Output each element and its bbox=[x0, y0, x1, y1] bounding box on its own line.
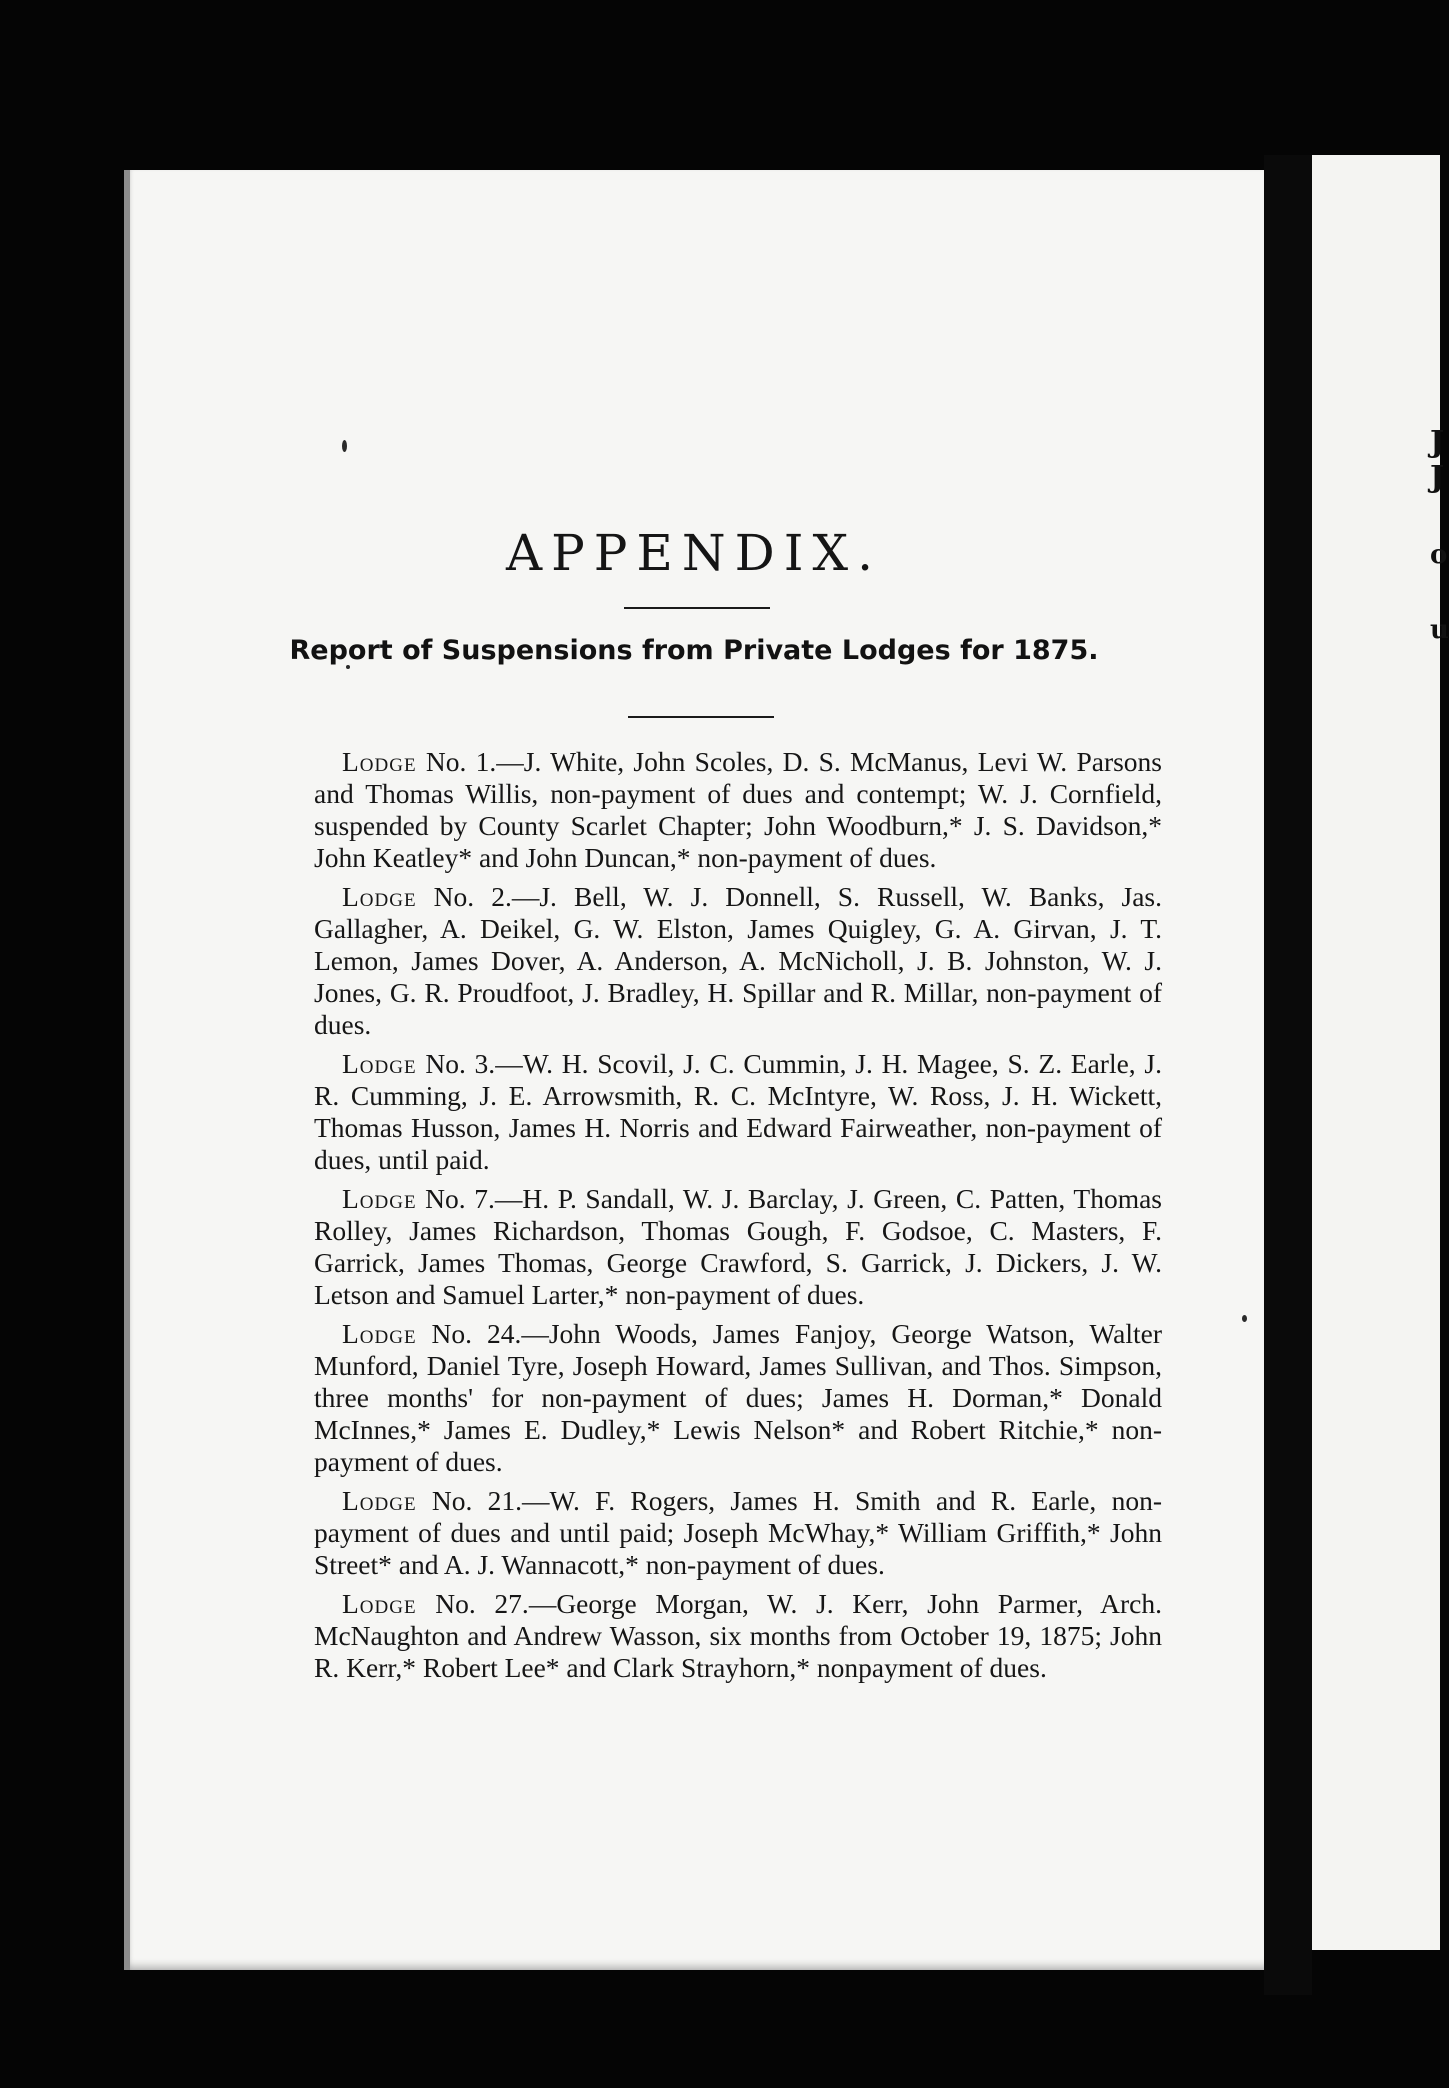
lodge-number: No. 3. bbox=[425, 1048, 496, 1079]
lodge-number: No. 1. bbox=[425, 746, 497, 777]
lodge-entry bbox=[314, 1485, 1162, 1581]
lodge-label: Lodge bbox=[342, 881, 417, 912]
facing-page-fragment: o bbox=[1430, 540, 1448, 570]
ink-speck bbox=[342, 440, 347, 452]
suspension-list: —J. Bell, W. J. Donnell, S. Russell, W. Banks, Jas. Gallagher, A. Deikel, G. W. Elston, James Quigley, G. A. Girvan, J. T. Lemon, James Dover, A. Anderson, A. McNicholl, J. B. Johnston, W. J. Jones, G. R. Proudfoot, J. Bradley, H. Spillar and R. Millar, non-payment of dues. bbox=[314, 881, 1163, 1040]
lodge-number: No. 7. bbox=[425, 1183, 495, 1214]
lodge-label: Lodge bbox=[342, 1048, 417, 1079]
lodge-number: No. 27. bbox=[435, 1588, 529, 1619]
subtitle-rule bbox=[628, 716, 774, 718]
report-subtitle: Report of Suspensions from Private Lodges for 1875. bbox=[289, 635, 1099, 666]
suspension-list: —John Woods, James Fanjoy, George Watson, Walter Munford, Daniel Tyre, Joseph Howard, James Sullivan, and Thos. Simpson, three months' for non-payment of dues; James H. Dorman,* Donald McInnes,* James E. Dudley,* Lewis Nelson* and Robert Ritchie,* non-payment of dues. bbox=[314, 1318, 1162, 1477]
facing-page bbox=[1312, 155, 1449, 1950]
facing-page-fragment: J bbox=[1430, 460, 1445, 495]
lodge-entry bbox=[314, 1183, 1162, 1311]
facing-page-fragment: J bbox=[1430, 425, 1445, 460]
ink-speck bbox=[1242, 1315, 1247, 1322]
facing-page-fragment: u bbox=[1430, 615, 1449, 645]
document-page bbox=[124, 170, 1264, 1970]
suspension-list: —George Morgan, W. J. Kerr, John Parmer, Arch. McNaughton and Andrew Wasson, six months from October 19, 1875; John R. Kerr,* Robert Lee* and Clark Strayhorn,* nonpayment of dues. bbox=[314, 1588, 1162, 1683]
suspension-list: —W. H. Scovil, J. C. Cummin, J. H. Magee, S. Z. Earle, J. R. Cumming, J. E. Arrowsmith, R. C. McIntyre, W. Ross, J. H. Wickett, Thomas Husson, James H. Norris and Edward Fairweather, non-payment of dues, until paid. bbox=[314, 1048, 1163, 1175]
lodge-label: Lodge bbox=[342, 746, 417, 777]
report-body bbox=[314, 746, 1162, 1691]
lodge-number: No. 21. bbox=[431, 1485, 523, 1516]
lodge-label: Lodge bbox=[342, 1588, 417, 1619]
lodge-label: Lodge bbox=[342, 1183, 417, 1214]
lodge-label: Lodge bbox=[342, 1485, 417, 1516]
lodge-entry bbox=[314, 881, 1162, 1041]
title-rule bbox=[624, 607, 770, 609]
book-gutter bbox=[1264, 155, 1312, 1995]
lodge-entry bbox=[314, 1588, 1162, 1684]
page-left-edge bbox=[124, 170, 130, 1970]
page-title: APPENDIX. bbox=[506, 524, 882, 582]
lodge-number: No. 24. bbox=[431, 1318, 522, 1349]
suspension-list: —W. F. Rogers, James H. Smith and R. Earle, non-payment of dues and until paid; Joseph McWhay,* William Griffith,* John Street* and A. J. Wannacott,* non-payment of dues. bbox=[314, 1485, 1163, 1580]
lodge-entry bbox=[314, 1318, 1162, 1478]
lodge-label: Lodge bbox=[342, 1318, 417, 1349]
lodge-entry bbox=[314, 746, 1162, 874]
lodge-number: No. 2. bbox=[433, 881, 512, 912]
lodge-entry bbox=[314, 1048, 1162, 1176]
suspension-list: —J. White, John Scoles, D. S. McManus, Levi W. Parsons and Thomas Willis, non-payment of dues and contempt; W. J. Cornfield, suspended by County Scarlet Chapter; John Woodburn,* J. S. Davidson,* John Keatley* and John Duncan,* non-payment of dues. bbox=[314, 746, 1163, 873]
suspension-list: —H. P. Sandall, W. J. Barclay, J. Green, C. Patten, Thomas Rolley, James Richardson, Thomas Gough, F. Godsoe, C. Masters, F. Garrick, James Thomas, George Crawford, S. Garrick, J. Dickers, J. W. Letson and Samuel Larter,* non-payment of dues. bbox=[314, 1183, 1162, 1310]
